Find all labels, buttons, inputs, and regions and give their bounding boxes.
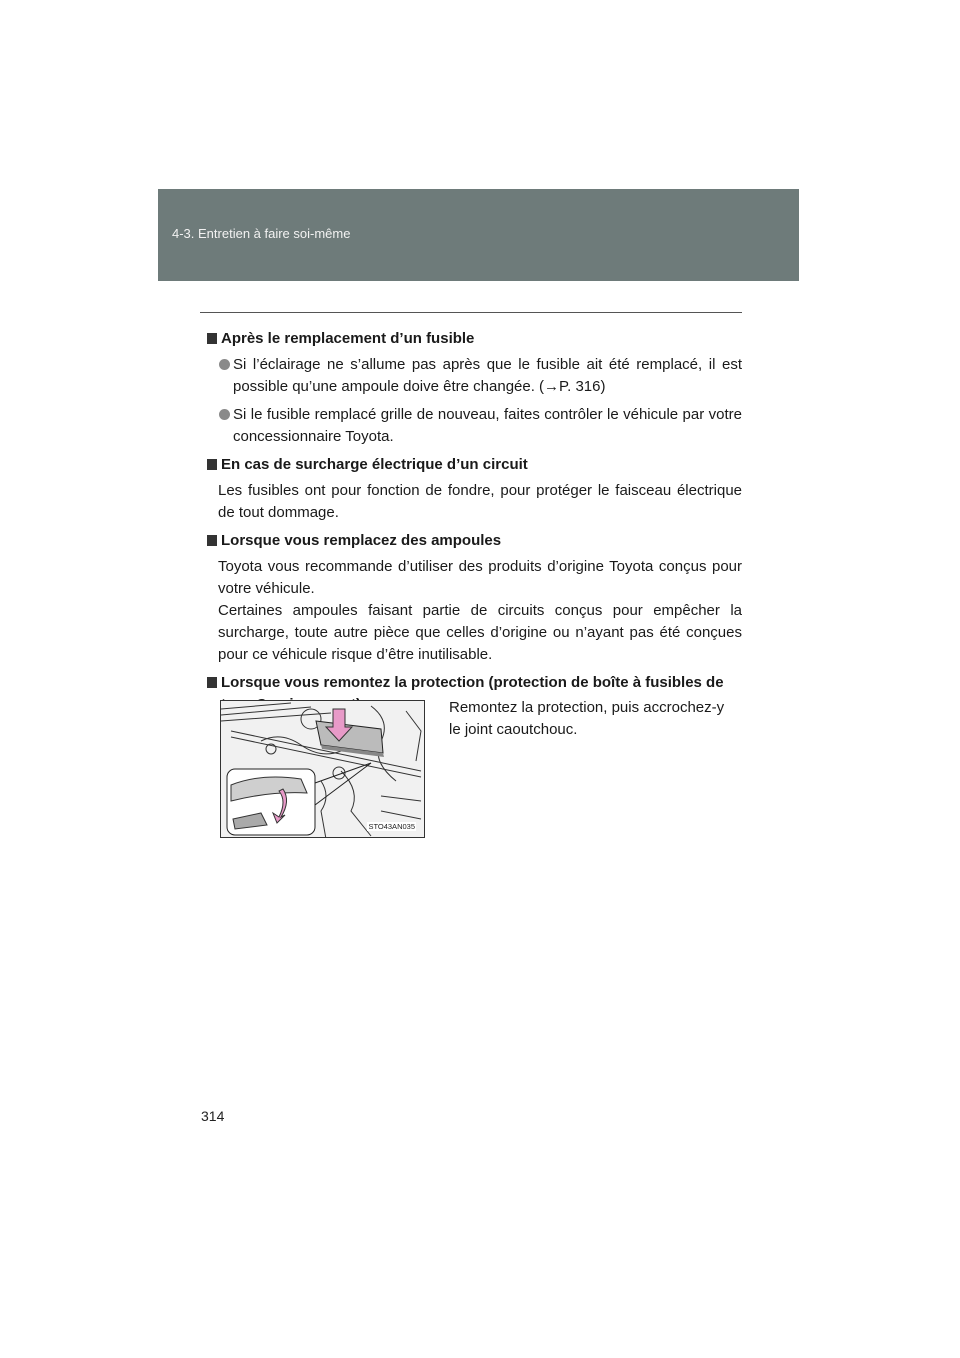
main-content — [207, 328, 742, 720]
page-number: 314 — [201, 1108, 225, 1124]
section-heading: En cas de surcharge électrique d’un circuit — [207, 454, 742, 476]
paragraph: Toyota vous recommande d’utiliser des produits d’origine Toyota conçus pour votre véhicule. Certaines ampoules faisant partie de circuits conçus pour empêcher la surcharge, toute autre pièce que celles d’origine ou n’ayant pas été conçues pour ce véhicule risque d’être inutilisable. — [218, 558, 742, 663]
figure-code: STO43AN035 — [368, 822, 415, 831]
figure-instruction: Remontez la protection, puis accrochez-y le joint caoutchouc. — [449, 699, 725, 738]
section-heading: Après le remplacement d’un fusible — [207, 328, 742, 350]
circle-bullet-icon — [219, 359, 230, 370]
section-heading: Lorsque vous remplacez des ampoules — [207, 530, 742, 552]
list-item: Si l’éclairage ne s’allume pas après que le fusible ait été remplacé, il est possible qu’une ampoule doive être changée. (→P. 316) — [207, 354, 742, 398]
fuse-box-cover-drawing — [221, 701, 425, 838]
paragraph: Les fusibles ont pour fonction de fondre, pour protéger le faisceau électrique de tout dommage. — [218, 482, 742, 521]
square-bullet-icon — [207, 333, 217, 344]
square-bullet-icon — [207, 677, 217, 688]
list-item: Si le fusible remplacé grille de nouveau, faites contrôler le véhicule par votre concessionnaire Toyota. — [207, 404, 742, 448]
section-heading: Lorsque vous remontez la protection (protection de boîte à fusibles de — [207, 672, 742, 716]
divider-rule — [200, 312, 742, 313]
square-bullet-icon — [207, 459, 217, 470]
circle-bullet-icon — [219, 409, 230, 420]
square-bullet-icon — [207, 535, 217, 546]
engine-bay-illustration — [220, 700, 425, 838]
figure-row — [220, 697, 742, 839]
section-header-band — [158, 189, 799, 281]
section-title: 4-3. Entretien à faire soi-même — [172, 226, 351, 241]
